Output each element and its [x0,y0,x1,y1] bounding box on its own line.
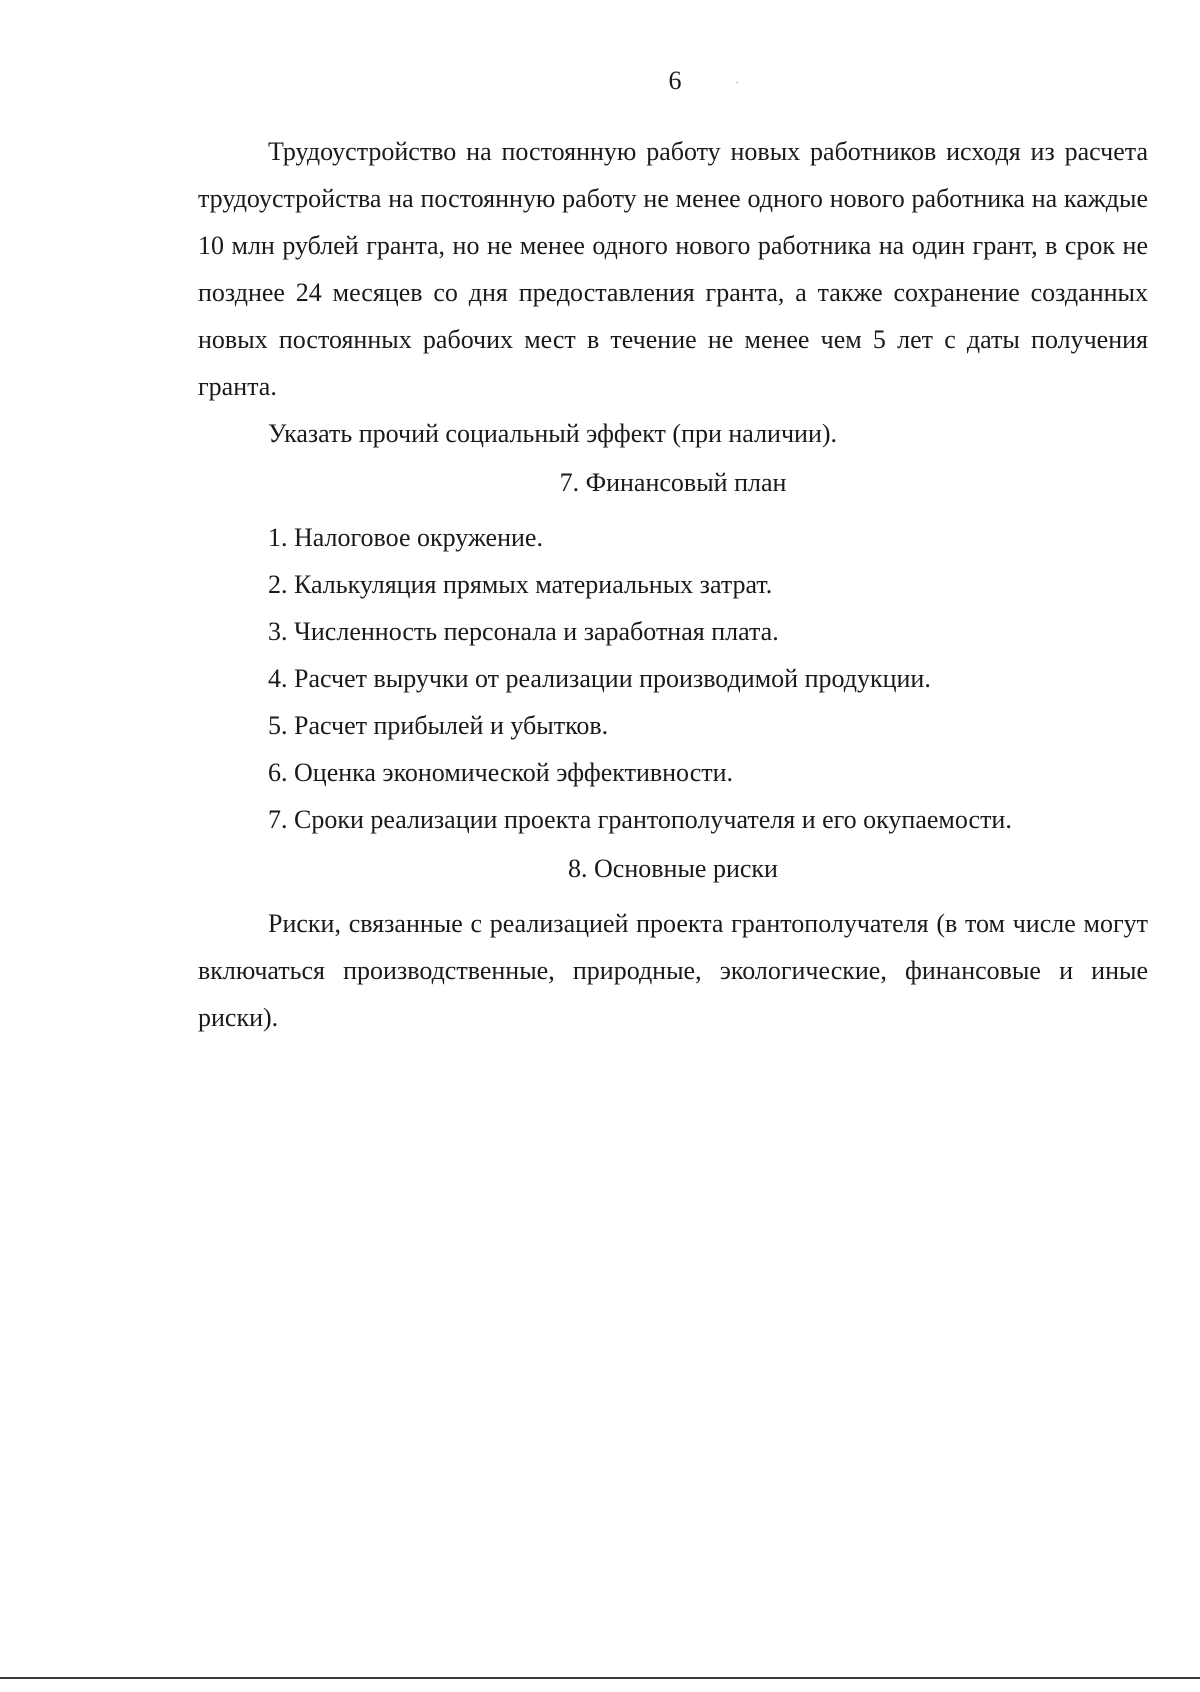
list-item: 6. Оценка экономической эффективности. [268,758,734,787]
page-number: 6 [668,66,682,95]
financial-plan-heading: 7. Финансовый план [559,468,787,497]
page-content [198,128,1148,1041]
list-item: 4. Расчет выручки от реализации производимой продукции. [268,664,931,693]
bottom-rule [0,1677,1200,1679]
financial-plan-list [198,514,1148,843]
scan-mark [736,82,738,83]
list-item: 2. Калькуляция прямых материальных затрат. [268,570,773,599]
employment-paragraph: Трудоустройство на постоянную работу новых работников исходя из расчета трудоустройства на постоянную работу не менее одного нового работника на каждые 10 млн рублей гранта, но не менее одного нового работника на один грант, в срок не позднее 24 месяцев со дня предоставления гранта, а также сохранение созданных новых постоянных рабочих мест в течение не менее чем 5 лет с даты получения гранта. [198,137,1148,401]
list-item: 5. Расчет прибылей и убытков. [268,711,609,740]
risks-paragraph: Риски, связанные с реализацией проекта грантополучателя (в том числе могут включаться производственные, природные, экологические, финансовые и иные риски). [198,909,1148,1032]
social-effect-paragraph: Указать прочий социальный эффект (при наличии). [268,419,838,448]
risks-heading: 8. Основные риски [568,854,778,883]
list-item: 1. Налоговое окружение. [268,523,543,552]
list-item: 3. Численность персонала и заработная плата. [268,617,779,646]
list-item: 7. Сроки реализации проекта грантополучателя и его окупаемости. [268,805,1012,834]
